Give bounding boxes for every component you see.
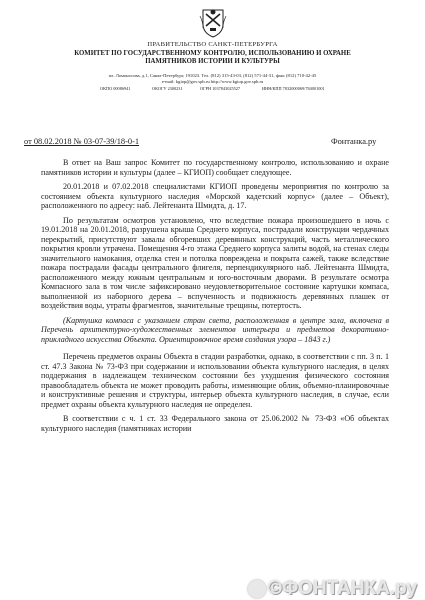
recipient: Фонтанка.ру (331, 137, 377, 146)
compass-note: (Картушка компаса с указанием стран света, расположенная в центре зала, включена в Перечень архитектурно-художественных элементов интерьера и предметов декоративно-прикладного искусства Объекта. Ориентировочное время создания узора – 1843 г.) (41, 315, 389, 344)
okogu-code: ОКОГУ 2300231 (152, 86, 183, 91)
address-line: пл. Ломоносова, д.1, Санкт-Петербург, 191023. Тел. (812) 315-43-03, (812) 571-44-31, факс (812) 710-42-45 (108, 73, 317, 78)
reference-number: от 08.02.2018 № 03-07-39/18-0-1 (24, 137, 140, 146)
committee-name-line1: КОМИТЕТ ПО ГОСУДАРСТВЕННОМУ КОНТРОЛЮ, ИСПОЛЬЗОВАНИЮ И ОХРАНЕ (74, 50, 351, 57)
fontanka-logo-icon (248, 580, 266, 598)
paragraph-findings: По результатам осмотров установлено, что вследствие пожара произошедшего в ночь с 19.01.2018 на 20.01.2018, разрушена крыша Среднего корпуса, пострадали конструкции чердачных перекрытий, присутствуют завалы обгоревших деревянных конструкций, часть металлического покрытия кровли утрачена. Помещения 4-го этажа Среднего корпуса залиты водой, на стенах следы значительного намокания, отделка стен и потолка повреждена и покрыта сажей, также вследствие пожара пострадали фасады центрального флигеля, перпендикулярного наб. Лейтенанта Шмидта, расположенного между южным центральным и юго-восточным дворами. В результате осмотра Компасного зала в том числе зафиксировано неудовлетворительное состояние картушки компаса, выполненной из наборного дерева – вспученность и подвижность деревянных плашек от воздействия воды, утраты фрагментов, значительные трещины, потертость. (41, 215, 389, 310)
committee-name-line2: ПАМЯТНИКОВ ИСТОРИИ И КУЛЬТУРЫ (145, 58, 280, 66)
inn-kpp-code: ИНН/КПП 7832000069/784001001 (262, 86, 325, 91)
coat-of-arms-icon (199, 6, 227, 38)
email-line: e-mail: kgiop@gov.spb.ru http://www.kgiop.gov.spb.ru (161, 79, 264, 84)
paragraph-protection: Перечень предметов охраны Объекта в стадии разработки, однако, в соответствии с пп. 3 п. 1 ст. 47.3 Закона № 73-ФЗ при содержании и использовании объекта культурного наследия, в целях поддержания в надлежащем техническом состоянии без ухудшения физического состояния правообладатель объекта не может проводить работы, изменяющие облик, объемно-планировочные и конструктивные решения и структуры, интерьер объекта культурного наследия, в случае, если предмет охраны объекта культурного наследия не определен. (41, 352, 389, 409)
okpo-code: ОКПО 00086941 (100, 86, 131, 91)
paragraph-intro: В ответ на Ваш запрос Комитет по государственному контролю, использованию и охране памятников истории и культуры (далее – КГИОП) сообщает следующее. (41, 158, 389, 177)
paragraph-inspection: 20.01.2018 и 07.02.2018 специалистами КГИОП проведены мероприятия по контролю за состоянием объекта культурного наследия «Морской кадетский корпус» (далее – Объект), расположенного по адресу: наб. Лейтенанта Шмидта, д. 17. (41, 182, 389, 210)
letter-body (41, 158, 389, 438)
fontanka-watermark: ©ФОНТАНКА.ру (268, 578, 418, 599)
committee-name (0, 50, 425, 67)
paragraph-law: В соответствии с ч. 1 ст. 33 Федерального закона от 25.06.2002 № 73-ФЗ «Об объектах культурного наследия (памятниках истории (41, 414, 389, 433)
ogrn-code: ОГРН 1037843025527 (200, 86, 241, 91)
government-name: ПРАВИТЕЛЬСТВО САНКТ-ПЕТЕРБУРГА (147, 41, 278, 48)
